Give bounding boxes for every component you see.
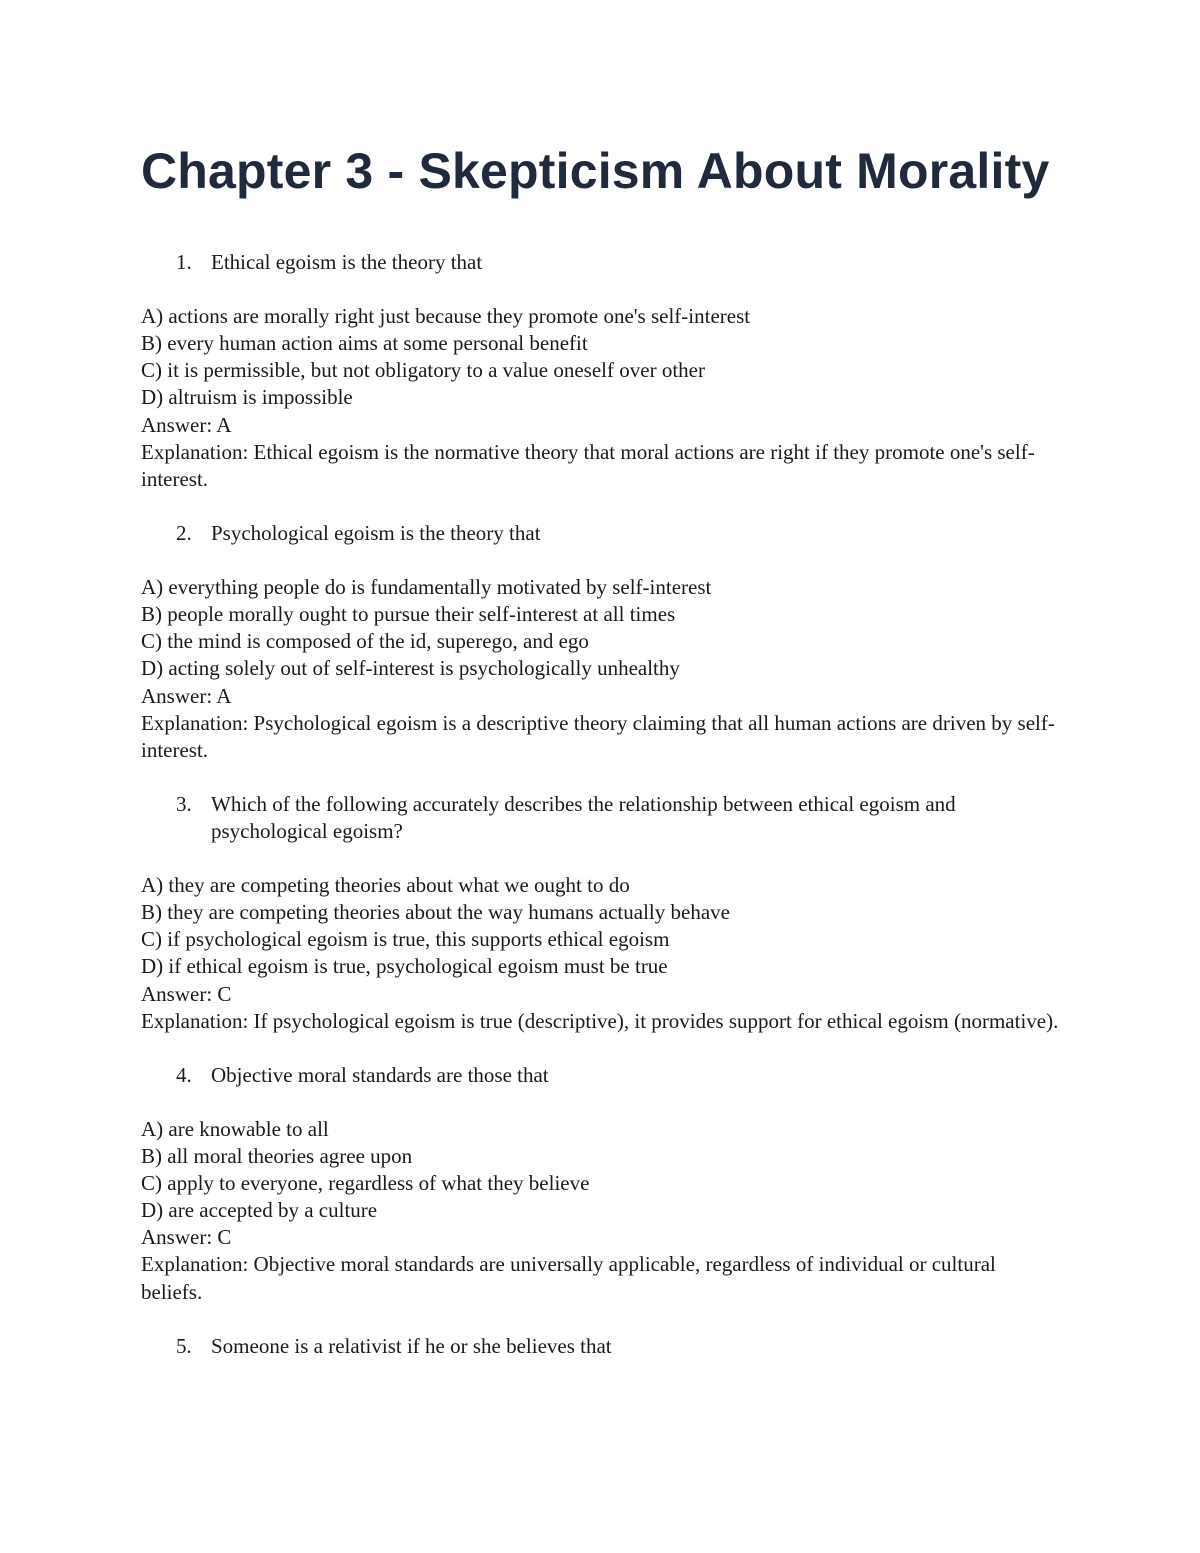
question-number: 1. xyxy=(176,250,192,274)
question-text: Someone is a relativist if he or she believes that xyxy=(211,1333,612,1358)
spacer xyxy=(141,764,1061,791)
option-d: D) if ethical egoism is true, psychological egoism must be true xyxy=(141,954,668,979)
question-number: 2. xyxy=(176,520,192,545)
question-3 xyxy=(141,791,1061,1062)
spacer xyxy=(141,1306,1061,1333)
explanation-text: Explanation: Objective moral standards are universally applicable, regardless of individual or cultural beliefs. xyxy=(141,1252,996,1304)
option-b: B) people morally ought to pursue their self-interest at all times xyxy=(141,602,676,627)
explanation-text: Explanation: Psychological egoism is a descriptive theory claiming that all human actions are driven by self-interest. xyxy=(141,710,1055,762)
option-a: A) everything people do is fundamentally motivated by self-interest xyxy=(141,575,712,600)
option-b: B) all moral theories agree upon xyxy=(141,1144,413,1169)
explanation-text: Explanation: Ethical egoism is the normative theory that moral actions are right if they promote one's self-interest. xyxy=(141,439,1035,491)
question-stem xyxy=(141,520,1061,547)
spacer xyxy=(141,493,1061,520)
option-d: D) acting solely out of self-interest is psychologically unhealthy xyxy=(141,656,680,681)
question-text: Which of the following accurately describes the relationship between ethical egoism and psychological egoism? xyxy=(211,791,956,843)
question-stem xyxy=(141,791,1061,845)
spacer xyxy=(141,1035,1061,1062)
answer-line: Answer: A xyxy=(141,412,232,437)
question-text: Objective moral standards are those that xyxy=(211,1062,549,1087)
answer-line: Answer: C xyxy=(141,1225,232,1250)
option-c: C) if psychological egoism is true, this supports ethical egoism xyxy=(141,927,670,952)
question-stem xyxy=(141,249,1061,276)
question-number: 5. xyxy=(176,1333,192,1358)
question-text: Psychological egoism is the theory that xyxy=(211,520,541,545)
option-b: B) they are competing theories about the way humans actually behave xyxy=(141,900,730,925)
option-a: A) are knowable to all xyxy=(141,1117,329,1141)
question-stem xyxy=(141,1062,1061,1089)
question-list xyxy=(141,249,1061,1387)
answer-line: Answer: C xyxy=(141,981,232,1006)
option-c: C) the mind is composed of the id, superego, and ego xyxy=(141,629,589,654)
option-c: C) apply to everyone, regardless of what they believe xyxy=(141,1171,590,1196)
option-c: C) it is permissible, but not obligatory to a value oneself over other xyxy=(141,358,705,383)
option-b: B) every human action aims at some personal benefit xyxy=(141,331,588,356)
answer-line: Answer: A xyxy=(141,683,232,708)
question-1 xyxy=(141,249,1061,520)
question-4 xyxy=(141,1062,1061,1333)
option-d: D) altruism is impossible xyxy=(141,385,353,410)
option-a: A) actions are morally right just because they promote one's self-interest xyxy=(141,304,751,329)
question-text: Ethical egoism is the theory that xyxy=(211,250,483,274)
question-number: 3. xyxy=(176,791,192,816)
question-2 xyxy=(141,520,1061,791)
page-title: Chapter 3 - Skepticism About Morality xyxy=(141,143,1050,199)
explanation-text: Explanation: If psychological egoism is true (descriptive), it provides support for ethical egoism (normative). xyxy=(141,1008,1059,1033)
option-d: D) are accepted by a culture xyxy=(141,1198,378,1223)
question-5 xyxy=(141,1333,1061,1360)
question-number: 4. xyxy=(176,1062,192,1087)
option-a: A) they are competing theories about what we ought to do xyxy=(141,873,630,898)
question-stem xyxy=(141,1333,1061,1360)
